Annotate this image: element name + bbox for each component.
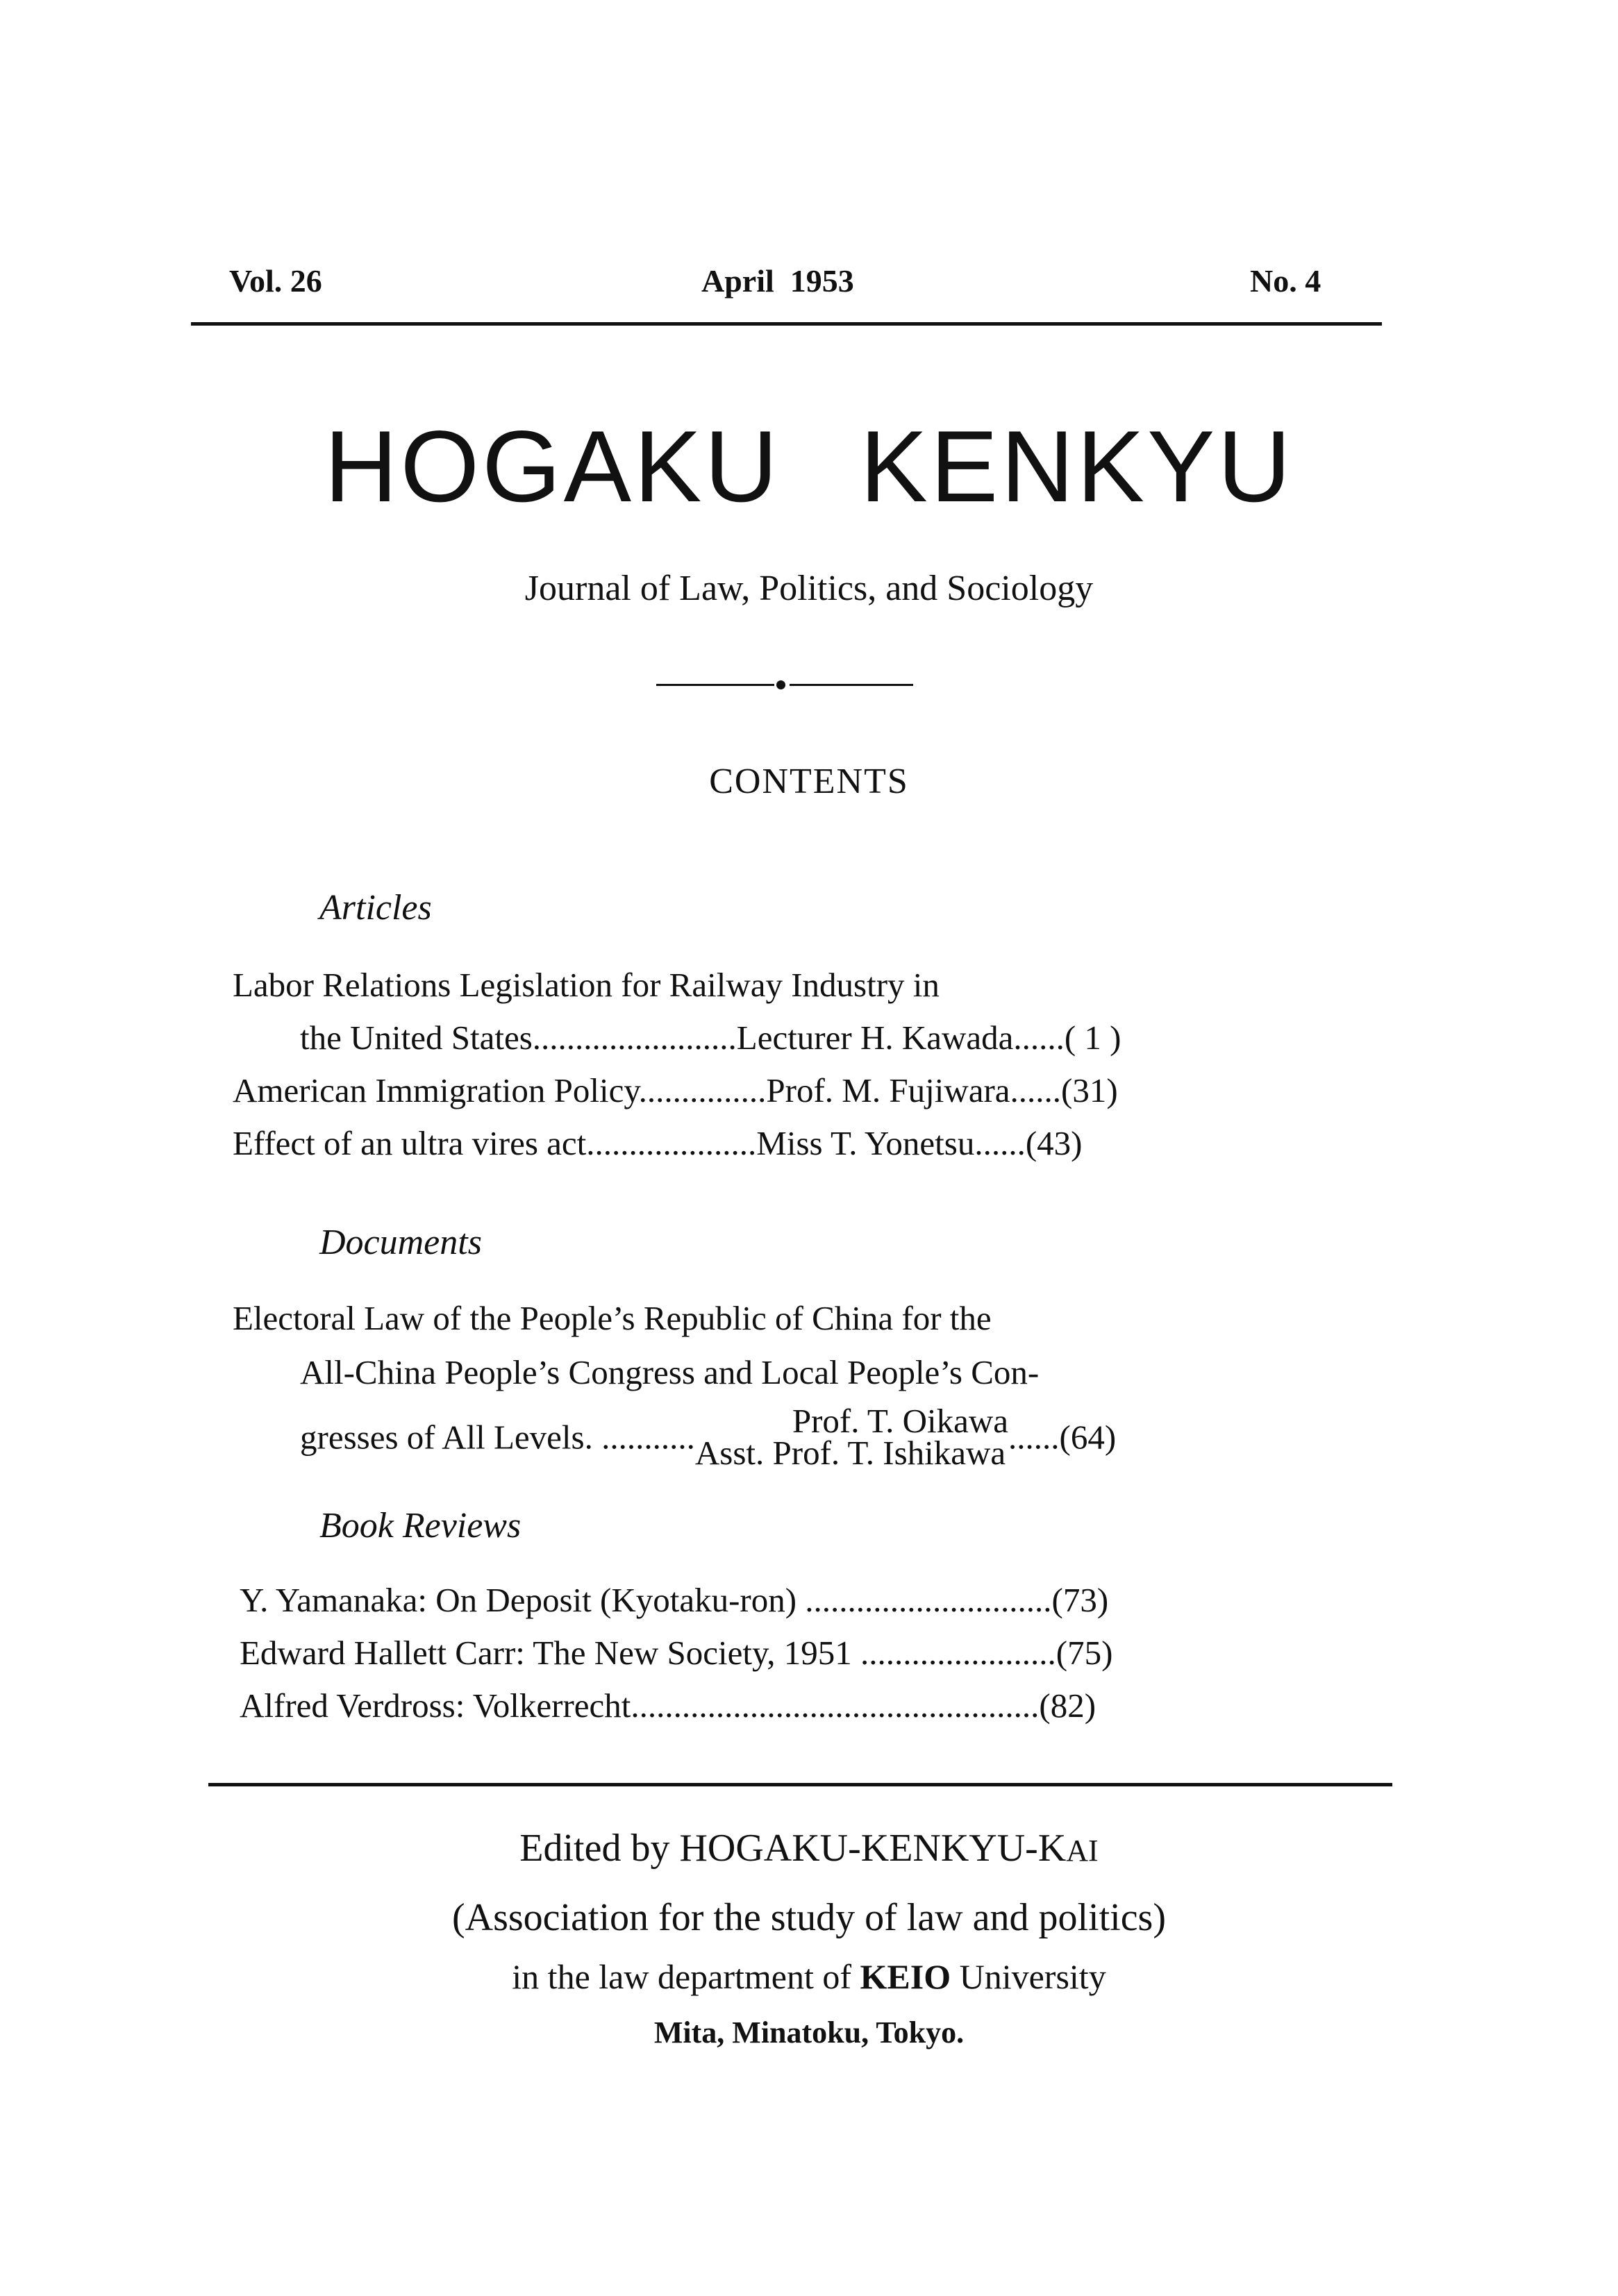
issue-number: No. 4 — [1250, 263, 1321, 299]
contents-heading: CONTENTS — [709, 762, 909, 801]
department-line — [0, 1956, 1618, 1997]
review-3: Alfred Verdross: Volkerrecht................................................(82) — [240, 1686, 1096, 1725]
article-1-line1: Labor Relations Legislation for Railway Industry in — [233, 966, 940, 1004]
university-suffix: University — [959, 1957, 1106, 1996]
ornament-divider — [656, 679, 913, 690]
journal-subtitle: Journal of Law, Politics, and Sociology — [524, 569, 1094, 608]
volume-label: Vol. 26 — [229, 263, 322, 299]
article-3: Effect of an ultra vires act....................Miss T. Yonetsu......(43) — [233, 1124, 1083, 1162]
edited-by-label: Edited by — [519, 1827, 670, 1870]
editor-name: HOGAKU-KENKYU-K — [679, 1827, 1067, 1870]
editor-name-tail: AI — [1066, 1834, 1099, 1868]
document-line2: All-China People’s Congress and Local People’s Con- — [300, 1353, 1040, 1391]
review-1: Y. Yamanaka: On Deposit (Kyotaku-ron) .............................(73) — [240, 1581, 1109, 1619]
document-line3 — [300, 1402, 1117, 1472]
section-articles: Articles — [319, 888, 432, 928]
association-line: (Association for the study of law and politics) — [451, 1896, 1166, 1939]
edited-by-line — [0, 1826, 1618, 1870]
document-author-1: Prof. T. Oikawa — [792, 1402, 1009, 1440]
review-2: Edward Hallett Carr: The New Society, 1951 .......................(75) — [240, 1634, 1113, 1672]
header-rule — [191, 322, 1382, 326]
section-book-reviews: Book Reviews — [319, 1506, 522, 1545]
document-author-2: Asst. Prof. T. Ishikawa — [694, 1434, 1006, 1472]
address-line: Mita, Minatoku, Tokyo. — [653, 2016, 965, 2050]
article-1-line2: the United States........................Lecturer H. Kawada......( 1 ) — [300, 1019, 1121, 1057]
article-2: American Immigration Policy...............Prof. M. Fujiwara......(31) — [233, 1071, 1118, 1109]
department-prefix: in the law department of — [512, 1957, 852, 1996]
footer-rule — [208, 1783, 1392, 1786]
university-name: KEIO — [860, 1957, 951, 1996]
document-authors — [694, 1402, 1009, 1472]
issue-date: April 1953 — [701, 263, 854, 299]
journal-title: HOGAKU KENKYU — [324, 410, 1294, 523]
document-line3-start: gresses of All Levels. ........... — [300, 1418, 695, 1457]
section-documents: Documents — [319, 1223, 482, 1262]
document-page: ......(64) — [1008, 1418, 1117, 1457]
document-line1: Electoral Law of the People’s Republic of China for the — [233, 1299, 992, 1337]
